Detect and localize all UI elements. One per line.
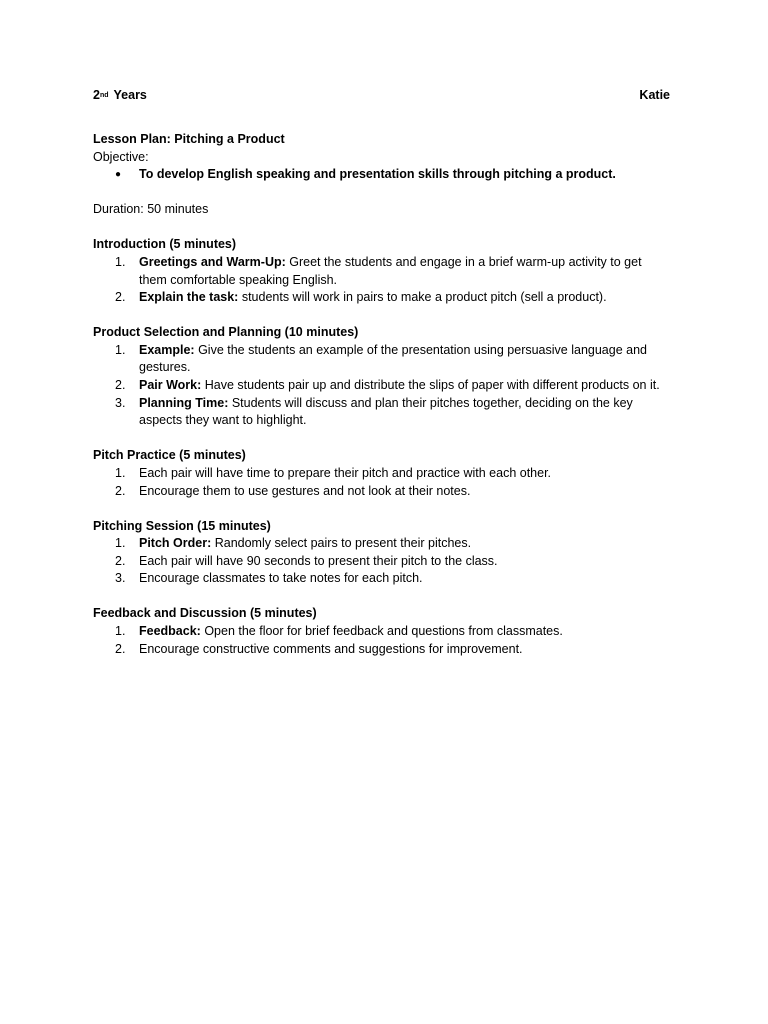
lesson-title: Lesson Plan: Pitching a Product bbox=[93, 132, 285, 146]
list-item-body: Open the floor for brief feedback and questions from classmates. bbox=[200, 624, 563, 639]
spacer bbox=[93, 184, 670, 202]
list-item bbox=[93, 570, 670, 588]
list-item-text bbox=[139, 483, 670, 501]
list-item bbox=[93, 254, 670, 289]
list-item-number: 1. bbox=[115, 465, 126, 480]
section-heading: Pitch Practice (5 minutes) bbox=[93, 448, 246, 463]
objective-label: Objective: bbox=[93, 149, 149, 164]
list-item-number: 2. bbox=[115, 378, 126, 393]
document-page bbox=[93, 86, 670, 658]
objective-text: To develop English speaking and presentation skills through pitching a product. bbox=[139, 167, 616, 182]
list-item-text bbox=[139, 641, 670, 659]
list-item-text bbox=[139, 289, 670, 307]
list-item-text bbox=[139, 254, 670, 289]
list-item bbox=[93, 483, 670, 501]
list-item-text bbox=[139, 395, 670, 430]
list-item-body: Have students pair up and distribute the slips of paper with different products on it. bbox=[201, 378, 660, 393]
spacer bbox=[93, 104, 670, 131]
list-item bbox=[93, 377, 670, 395]
list-item-text bbox=[139, 465, 670, 483]
list-item-bold-label: Planning Time: bbox=[139, 395, 229, 410]
list-item-bold-label: Greetings and Warm-Up: bbox=[139, 254, 286, 269]
section-heading: Product Selection and Planning (10 minutes) bbox=[93, 325, 359, 340]
objective-bullet-item bbox=[93, 166, 670, 184]
list-item-body: Encourage them to use gestures and not look at their notes. bbox=[139, 483, 471, 498]
list-item-body: Give the students an example of the presentation using persuasive language and gestures. bbox=[139, 342, 647, 375]
document-header bbox=[93, 86, 670, 104]
list-item-number: 2. bbox=[115, 553, 126, 568]
list-item-body: Greet the students and engage in a brief warm-up activity to get them comfortable speaking English. bbox=[139, 254, 642, 287]
spacer bbox=[93, 430, 670, 448]
year-label bbox=[93, 86, 147, 104]
spacer bbox=[93, 500, 670, 518]
teacher-name: Katie bbox=[639, 88, 670, 102]
section-heading: Introduction (5 minutes) bbox=[93, 237, 237, 252]
list-item-bold-label: Feedback: bbox=[139, 624, 201, 639]
list-item-number: 1. bbox=[115, 624, 126, 639]
list-item-bold-label: Pitch Order: bbox=[139, 536, 212, 551]
list-item-bold-label: Pair Work: bbox=[139, 378, 202, 393]
lesson-sections bbox=[93, 219, 670, 658]
spacer bbox=[93, 588, 670, 606]
spacer bbox=[93, 307, 670, 325]
list-item-body: Encourage constructive comments and suggestions for improvement. bbox=[139, 641, 523, 656]
list-item-body: Each pair will have 90 seconds to present their pitch to the class. bbox=[139, 553, 498, 568]
list-item bbox=[93, 641, 670, 659]
list-item-body: Encourage classmates to take notes for each pitch. bbox=[139, 571, 423, 586]
list-item bbox=[93, 553, 670, 571]
list-item bbox=[93, 395, 670, 430]
list-item-number: 1. bbox=[115, 254, 126, 269]
year-word: Years bbox=[113, 88, 147, 102]
list-item-bold-label: Example: bbox=[139, 342, 195, 357]
list-item-number: 3. bbox=[115, 395, 126, 410]
list-item-body: Students will discuss and plan their pitches together, deciding on the key aspects they want to highlight. bbox=[139, 395, 633, 428]
list-item bbox=[93, 623, 670, 641]
list-item-body: Randomly select pairs to present their pitches. bbox=[211, 536, 472, 551]
list-item-text bbox=[139, 535, 670, 553]
duration-text: Duration: 50 minutes bbox=[93, 202, 209, 217]
list-item-number: 1. bbox=[115, 342, 126, 357]
list-item-body: Each pair will have time to prepare their pitch and practice with each other. bbox=[139, 465, 552, 480]
list-item-text bbox=[139, 377, 670, 395]
list-item-text bbox=[139, 553, 670, 571]
section-heading: Feedback and Discussion (5 minutes) bbox=[93, 606, 317, 621]
section-heading: Pitching Session (15 minutes) bbox=[93, 518, 271, 533]
list-item-number: 3. bbox=[115, 571, 126, 586]
list-item-number: 2. bbox=[115, 641, 126, 656]
list-item bbox=[93, 535, 670, 553]
bullet-icon: ● bbox=[115, 169, 122, 181]
spacer bbox=[93, 219, 670, 237]
list-item-number: 1. bbox=[115, 536, 126, 551]
list-item bbox=[93, 465, 670, 483]
list-item-number: 2. bbox=[115, 483, 126, 498]
list-item-text bbox=[139, 342, 670, 377]
list-item-bold-label: Explain the task: bbox=[139, 290, 239, 305]
list-item bbox=[93, 289, 670, 307]
list-item-body: students will work in pairs to make a product pitch (sell a product). bbox=[238, 290, 607, 305]
list-item-text bbox=[139, 623, 670, 641]
list-item-number: 2. bbox=[115, 290, 126, 305]
year-suffix: nd bbox=[99, 92, 109, 99]
year-number: 2 bbox=[93, 88, 100, 102]
list-item bbox=[93, 342, 670, 377]
list-item-text bbox=[139, 570, 670, 588]
